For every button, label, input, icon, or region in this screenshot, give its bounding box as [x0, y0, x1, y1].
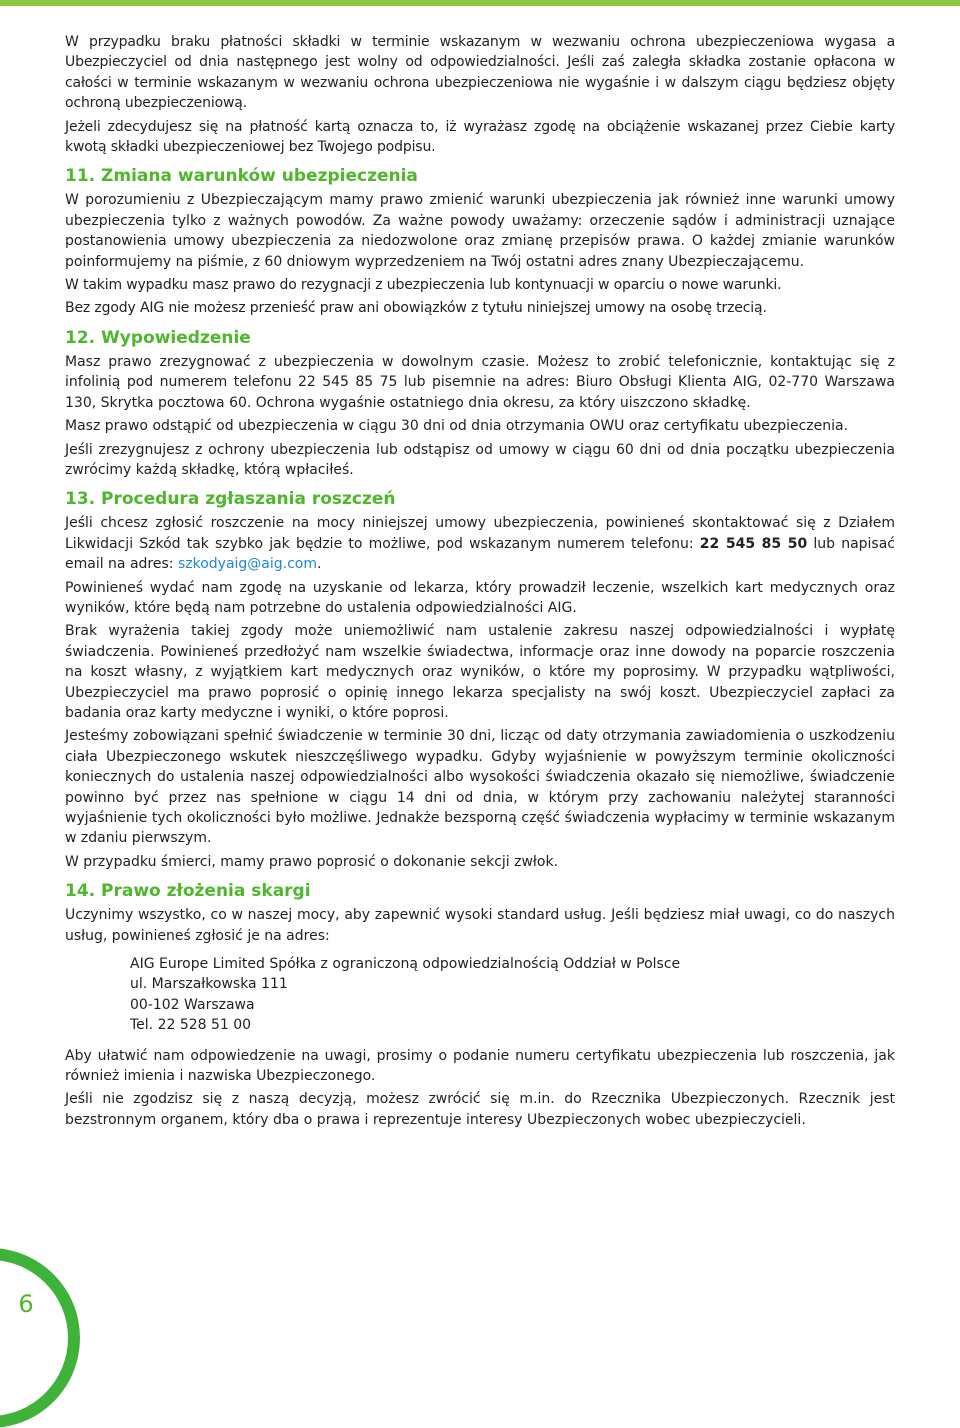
section-12-paragraph: Masz prawo odstąpić od ubezpieczenia w ciągu 30 dni od dnia otrzymania OWU oraz certyfikatu ubezpieczenia. — [65, 418, 849, 435]
complaint-address-block — [130, 954, 895, 1036]
paragraph-card-payment: Jeżeli zdecydujesz się na płatność kartą oznacza to, iż wyrażasz zgodę na obciążenie wskazanej przez Ciebie karty kwotą składki ubezpieczeniowej bez Twojego podpisu. — [65, 118, 895, 156]
address-phone: Tel. 22 528 51 00 — [130, 1017, 252, 1034]
section-13-paragraph: Brak wyrażenia takiej zgody może uniemożliwić nam ustalenie zakresu naszej odpowiedzialności i wypłatę świadczenia. Powinieneś przedłożyć nam wszelkie świadectwa, informacje oraz inne dowody na poparcie roszczenia na koszt własny, z wyjątkiem kart medycznych oraz wyników, o które my poprosimy. W przypadku wątpliwości, Ubezpieczyciel ma prawo poprosić o opinię innego lekarza specjalisty na swój koszt. Ubezpieczyciel zapłaci za badania oraz karty medyczne i wyniki, o które poprosi. — [65, 623, 895, 721]
section-13-paragraph: Jesteśmy zobowiązani spełnić świadczenie w terminie 30 dni, licząc od daty otrzymania zawiadomienia o uszkodzeniu ciała Ubezpieczonego wskutek nieszczęśliwego wypadku. Gdyby wyjaśnienie w powyższym terminie okoliczności koniecznych do ustalenia naszej odpowiedzialności albo wysokości świadczenia okazało się niemożliwe, świadczenie powinno być przez nas spełnione w ciągu 14 dni od dnia, w którym przy zachowaniu należytej staranności wyjaśnienie tych okoliczności było możliwe. Jednakże bezsporną część świadczenia wypłacimy w terminie wskazanym w zdaniu pierwszym. — [65, 728, 895, 847]
document-body — [65, 32, 895, 1133]
section-heading-11: 11. Zmiana warunków ubezpieczenia — [65, 166, 418, 187]
section-13-paragraph: W przypadku śmierci, mamy prawo poprosić o dokonanie sekcji zwłok. — [65, 853, 559, 870]
section-heading-14: 14. Prawo złożenia skargi — [65, 881, 311, 902]
section-11-paragraph: W takim wypadku masz prawo do rezygnacji z ubezpieczenia lub kontynuacji w oparciu o nowe warunki. — [65, 277, 782, 294]
section-heading-13: 13. Procedura zgłaszania roszczeń — [65, 489, 396, 510]
claims-phone-number: 22 545 85 50 — [699, 535, 808, 552]
section-13-contact-paragraph — [65, 513, 895, 574]
section-heading-12: 12. Wypowiedzenie — [65, 327, 251, 348]
section-11-paragraph: Bez zgody AIG nie możesz przenieść praw ani obowiązków z tytułu niniejszej umowy na osobę trzecią. — [65, 300, 767, 317]
email-intro-text: lub napisać email na adres: — [65, 535, 895, 573]
section-14-paragraph: Jeśli nie zgodzisz się z naszą decyzją, możesz zwrócić się m.in. do Rzecznika Ubezpieczonych. Rzecznik jest bezstronnym organem, który dba o prawa i reprezentuje interesy Ubezpieczonych wobec ubezpieczycieli. — [65, 1091, 895, 1128]
page-number: 6 — [18, 1290, 34, 1318]
section-12-paragraph: Masz prawo zrezygnować z ubezpieczenia w dowolnym czasie. Możesz to zrobić telefonicznie, kontaktując się z infolinią pod numerem telefonu 22 545 85 75 lub pisemnie na adres: Biuro Obsługi Klienta AIG, 02-770 Warszawa 130, Skrytka pocztowa 60. Ochrona wygaśnie ostatniego dnia okresu, za który uiszczono składkę. — [65, 353, 895, 411]
address-street: ul. Marszałkowska 111 — [130, 976, 288, 993]
section-14-intro: Uczynimy wszystko, co w naszej mocy, aby zapewnić wysoki standard usług. Jeśli będziesz miał uwagi, co do naszych usług, powinieneś zgłosić je na adres: — [65, 907, 895, 944]
section-14-paragraph: Aby ułatwić nam odpowiedzenie na uwagi, prosimy o podanie numeru certyfikatu ubezpieczenia lub roszczenia, jak również imienia i nazwiska Ubezpieczonego. — [65, 1047, 895, 1085]
top-accent-bar — [0, 0, 960, 6]
email-end-text: . — [317, 556, 322, 573]
address-company: AIG Europe Limited Spółka z ograniczoną odpowiedzialnością Oddział w Polsce — [130, 956, 681, 973]
section-11-paragraph: W porozumieniu z Ubezpieczającym mamy prawo zmienić warunki ubezpieczenia jak również inne warunki umowy ubezpieczenia tylko z ważnych powodów. Za ważne powody uważamy: orzeczenie sądów i administracji uznające postanowienia umowy ubezpieczenia za niedozwolone oraz zmianę przepisów prawa. O każdej zmianie warunków poinformujemy na piśmie, z 60 dniowym wyprzedzeniem na Twój ostatni adres znany Ubezpieczającemu. — [65, 192, 895, 270]
contact-intro-text: Jeśli chcesz zgłosić roszczenie na mocy niniejszej umowy ubezpieczenia, powinieneś skontaktować się z Działem Likwidacji Szkód tak szybko jak będzie to możliwe, pod wskazanym numerem telefonu: — [65, 515, 895, 552]
section-13-paragraph: Powinieneś wydać nam zgodę na uzyskanie od lekarza, który prowadził leczenie, wszelkich kart medycznych oraz wyników, które będą nam potrzebne do ustalenia odpowiedzialności AIG. — [65, 579, 895, 616]
page-number-badge — [0, 1248, 80, 1428]
address-city: 00-102 Warszawa — [130, 996, 255, 1013]
paragraph-payment-default: W przypadku braku płatności składki w terminie wskazanym w wezwaniu ochrona ubezpieczeniowa wygasa a Ubezpieczyciel od dnia następnego jest wolny od odpowiedzialności. Jeśli zaś zaległa składka zostanie opłacona w całości w terminie wskazanym w wezwaniu ochrona ubezpieczeniowa nie wygaśnie i w dalszym ciągu będziesz objęty ochroną ubezpieczeniową. — [65, 34, 895, 112]
page-number-badge-inner — [0, 1260, 68, 1416]
section-12-paragraph: Jeśli zrezygnujesz z ochrony ubezpieczenia lub odstąpisz od umowy w ciągu 60 dni od dnia początku ubezpieczenia zwrócimy każdą składkę, którą wpłaciłeś. — [65, 441, 895, 478]
claims-email-link[interactable]: szkodyaig@aig.com — [177, 556, 318, 573]
